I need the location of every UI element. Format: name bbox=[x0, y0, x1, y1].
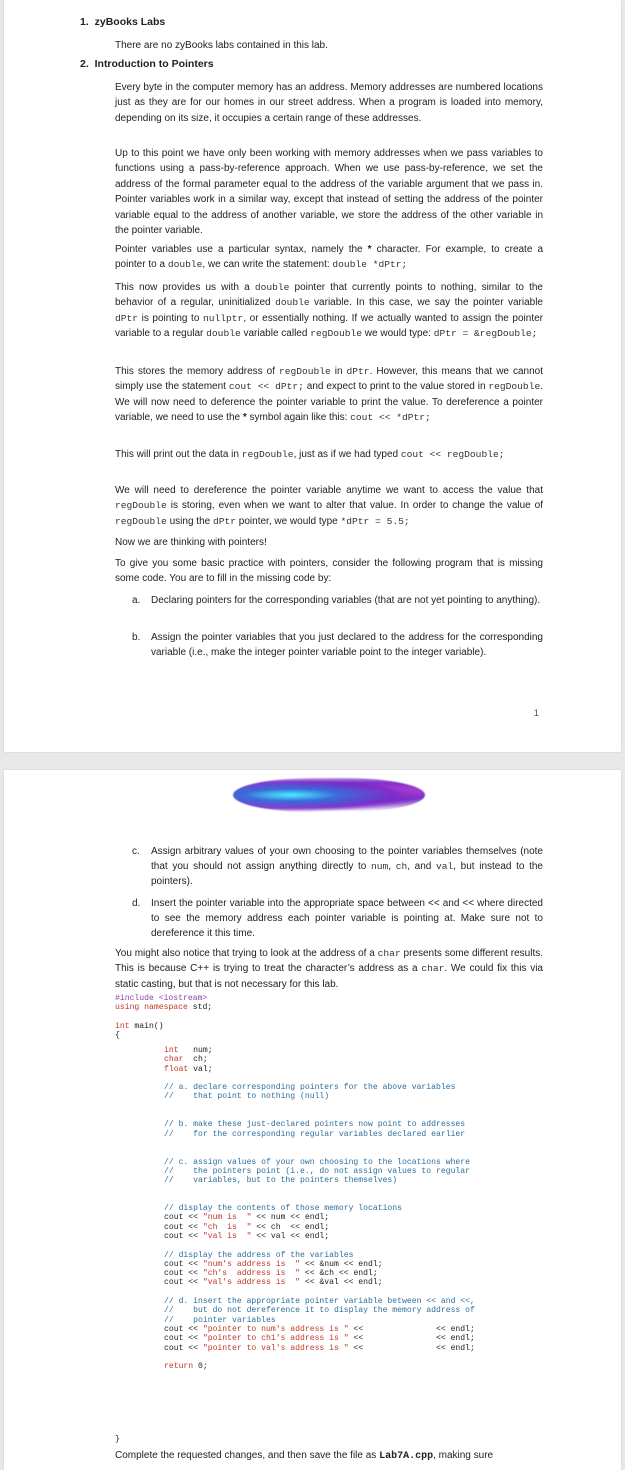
paragraph-pointer-syntax: Pointer variables use a particular syntax, namely the * character. For example, to create a pointer to a double, we can write the statement: double *dPtr; bbox=[115, 244, 544, 271]
paragraph-practice-intro: To give you some basic practice with pointers, consider the following program that is missing some code. You are to fill in the missing code by: bbox=[115, 558, 543, 585]
paragraph-dereference: This stores the memory address of regDouble in dPtr. However, this means that we cannot simply use the statement cout << dPtr; and expect to print to the value stored in regDouble. We will now need to deference the pointer variable to print the value. To dereference a pointer variable, we need to use the * symbol again like this: cout << *dPtr; bbox=[115, 366, 543, 424]
code-line: // d. insert the appropriate pointer variable between << and <<, bbox=[164, 1297, 475, 1307]
code-line bbox=[164, 1195, 475, 1204]
code-line bbox=[164, 1074, 475, 1083]
code-line: // a. declare corresponding pointers for the above variables bbox=[164, 1083, 456, 1093]
paragraph-save-file: Complete the requested changes, and then save the file as Lab7A.cpp, making sure bbox=[115, 1450, 494, 1462]
code-line: // that point to nothing (null) bbox=[164, 1092, 330, 1102]
code-line: // variables, but to the pointers themselves) bbox=[164, 1176, 398, 1186]
code-line bbox=[164, 1241, 475, 1250]
code-line: int num; bbox=[164, 1046, 213, 1055]
code-line bbox=[164, 1111, 475, 1120]
document-page-2: c. Assign arbitrary values of your own choosing to the pointer variables themselves (note that you should not assign anything directly to num, ch, and val, but instead to the pointers). d. Insert the pointer variable into the appropriate space between << and << where directed to see the memory address each pointer variable is pointing at. Make sure not to dereference it this time. You might also notice that trying to look at the address of a char presents some different results. This is because C++ is trying to treat the character’s address as a char. We could fix this via static casting, but that is not necessary for this lab. #include <iostream> using namespace std; int main() { int num; char ch; float val; // a. declare corresponding pointers for the above variables // that point to nothing (null) // b. make these just-declared pointers now point to addresses // for the corresponding regular variables declared earlier // c. assign values of your own choosing to the locations where // the pointers point (i.e., do not assign values to regular // variables, but to the pointers themselves) // display the contents of those memory locations cout << "num is " << num << endl; cout << "ch is " << ch << endl; cout << "val is " << val << endl; // display the address of the variables cout << "num's address is " << &num << endl; cout << "ch's address is " << &ch << endl; cout << "val's address is " << &val << endl; // d. insert the appropriate pointer variable between << and <<, // but do not dereference it to display the memory address of // pointer variables cout << "pointer to num's address is " << << endl; cout << "pointer to ch1's address is " << << endl; cout << "pointer to val's address is " << << endl; return 0; } Complete the requested changes, and then save the file as Lab7A.cpp, making sure bbox=[4, 770, 621, 1470]
paragraph-alter-value: We will need to dereference the pointer variable anytime we want to access the value that regDouble is storing, even when we want to alter that value. In order to change the value of regDouble using the dPtr pointer, we would type *dPtr = 5.5; bbox=[115, 485, 543, 527]
code-header-line: int main() bbox=[115, 1021, 164, 1031]
code-line: float val; bbox=[164, 1064, 213, 1074]
code-closing-brace: } bbox=[115, 1435, 120, 1444]
galaxy-banner-image bbox=[233, 778, 425, 812]
section-1-body: There are no zyBooks labs contained in this lab. bbox=[115, 40, 328, 51]
code-line: // display the contents of those memory locations bbox=[164, 1204, 402, 1214]
code-header bbox=[115, 994, 212, 1040]
code-line: return 0; bbox=[164, 1362, 208, 1372]
code-line: // but do not dereference it to display the memory address of bbox=[164, 1306, 475, 1316]
code-line: cout << "val is " << val << endl; bbox=[164, 1231, 330, 1241]
code-line: // c. assign values of your own choosing to the locations where bbox=[164, 1157, 470, 1167]
code-header-line: { bbox=[115, 1031, 120, 1041]
code-line bbox=[164, 1102, 475, 1111]
code-line: cout << "num is " << num << endl; bbox=[164, 1213, 330, 1223]
code-line bbox=[164, 1139, 475, 1148]
code-line: cout << "pointer to ch1's address is " << << endl; bbox=[164, 1334, 475, 1344]
paragraph-char-address: You might also notice that trying to look at the address of a char presents some different results. This is because C++ is trying to treat the character’s address as a char. We could fix this via static casting, but that is not necessary for this lab. bbox=[115, 948, 544, 990]
code-line: // display the address of the variables bbox=[164, 1250, 354, 1260]
code-header-line: #include <iostream> bbox=[115, 994, 208, 1003]
paragraph-thinking-pointers: Now we are thinking with pointers! bbox=[115, 537, 267, 548]
paragraph-memory-addresses: Every byte in the computer memory has an address. Memory addresses are numbered locations just as they are for our homes in our street address. When a program is loaded into memory, depending on its size, it occupies a certain range of these addresses. bbox=[115, 82, 543, 124]
code-line: cout << "ch is " << ch << endl; bbox=[164, 1222, 330, 1232]
code-line: cout << "pointer to val's address is " << << endl; bbox=[164, 1343, 475, 1353]
paragraph-null-pointer: This now provides us with a double pointer that currently points to nothing, similar to the behavior of a regular, uninitialized double variable. In this case, we say the pointer variable dPtr is pointing to nullptr, or essentially nothing. If we actually wanted to assign the pointer variable to a regular double variable called regDouble we would type: dPtr = &regDouble; bbox=[115, 282, 543, 340]
code-line: // the pointers point (i.e., do not assign values to regular bbox=[164, 1166, 470, 1176]
section-2-heading: 2. Introduction to Pointers bbox=[80, 58, 214, 70]
code-header-line: using namespace std; bbox=[115, 1003, 213, 1013]
section-1-heading: 1. zyBooks Labs bbox=[80, 16, 166, 28]
code-body bbox=[164, 1046, 475, 1371]
code-line: cout << "val's address is " << &val << endl; bbox=[164, 1278, 383, 1288]
code-line: // b. make these just-declared pointers now point to addresses bbox=[164, 1120, 466, 1130]
paragraph-print-data: This will print out the data in regDouble, just as if we had typed cout << regDouble; bbox=[115, 449, 505, 460]
code-line: // for the corresponding regular variables declared earlier bbox=[164, 1129, 466, 1139]
code-line bbox=[164, 1288, 475, 1297]
page-number: 1 bbox=[533, 708, 539, 719]
code-line: // pointer variables bbox=[164, 1315, 276, 1325]
code-header-line bbox=[115, 1013, 212, 1022]
code-line: char ch; bbox=[164, 1055, 208, 1065]
document-page-1: 1. zyBooks Labs There are no zyBooks labs contained in this lab. 2. Introduction to Pointers Every byte in the computer memory has an address. Memory addresses are numbered locations just as they are for our homes in our street address. When a program is loaded into memory, depending on its size, it occupies a certain range of these addresses. Up to this point we have only been working with memory addresses when we pass variables to functions using a pass-by-reference approach. When we use pass-by-reference, we set the address of the formal parameter equal to the address of the variable argument that we pass in. Pointer variables work in a similar way, except that instead of setting the address of the pointer variable equal to the address of another variable, we store the address of the other variable in the pointer variable. Pointer variables use a particular syntax, namely the * character. For example, to create a pointer to a double, we can write the statement: double *dPtr; This now provides us with a double pointer that currently points to nothing, similar to the behavior of a regular, uninitialized double variable. In this case, we say the pointer variable dPtr is pointing to nullptr, or essentially nothing. If we actually wanted to assign the pointer variable to a regular double variable called regDouble we would type: dPtr = &regDouble; This stores the memory address of regDouble in dPtr. However, this means that we cannot simply use the statement cout << dPtr; and expect to print to the value stored in regDouble. We will now need to deference the pointer variable to print the value. To dereference a pointer variable, we need to use the * symbol again like this: cout << *dPtr; This will print out the data in regDouble, just as if we had typed cout << regDouble; We will need to dereference the pointer variable anytime we want to access the value that regDouble is storing, even when we want to alter that value. In order to change the value of regDouble using the dPtr pointer, we would type *dPtr = 5.5; Now we are thinking with pointers! To give you some basic practice with pointers, consider the following program that is missing some code. You are to fill in the missing code by: a. Declaring pointers for the corresponding variables (that are not yet pointing to anything). b. Assign the pointer variables that you just declared to the address for the corresponding variable (i.e., make the integer pointer variable point to the integer variable). 1 bbox=[4, 0, 621, 752]
code-line bbox=[164, 1148, 475, 1157]
code-line: cout << "pointer to num's address is " << << endl; bbox=[164, 1324, 475, 1334]
code-line bbox=[164, 1185, 475, 1194]
paragraph-pass-by-reference: Up to this point we have only been working with memory addresses when we pass variables to functions using a pass-by-reference approach. When we use pass-by-reference, we set the address of the formal parameter equal to the address of the variable argument that we pass in. Pointer variables work in a similar way, except that instead of setting the address of the pointer variable equal to the address of another variable, we store the address of the other variable in the pointer variable. bbox=[115, 148, 543, 237]
code-line: cout << "num's address is " << &num << endl; bbox=[164, 1259, 383, 1269]
code-line bbox=[164, 1353, 475, 1362]
code-line: cout << "ch's address is " << &ch << endl; bbox=[164, 1269, 378, 1279]
